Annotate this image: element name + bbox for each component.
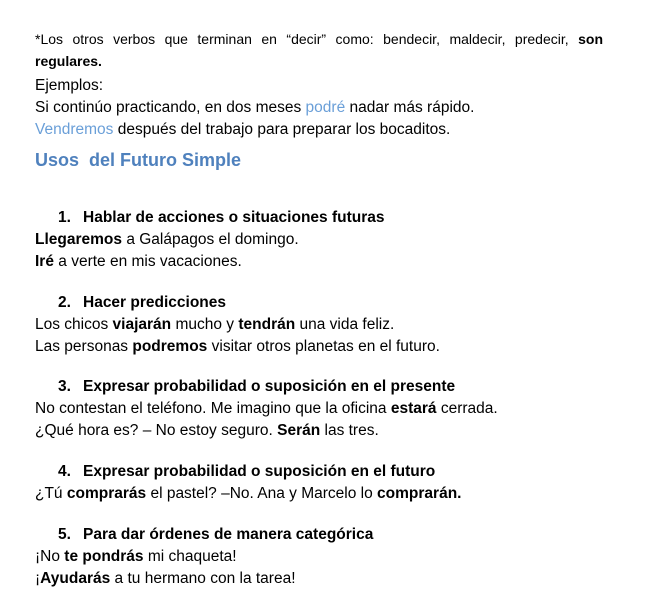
bold-verb: te pondrás: [64, 548, 144, 565]
text: a verte en mis vacaciones.: [53, 253, 242, 270]
example-line-1: [35, 97, 474, 119]
example-line-2: [35, 119, 474, 141]
text: a Galápagos el domingo.: [122, 231, 299, 248]
section-heading: Usos del Futuro Simple: [35, 150, 242, 170]
use-item-3: [35, 376, 498, 442]
bold-verb: Iré: [35, 253, 54, 270]
bold-verb: Ayudarás: [40, 570, 111, 587]
example-line: [35, 314, 440, 336]
use-item-4: [35, 461, 461, 505]
bold-verb: viajarán: [112, 316, 172, 333]
text: mucho y: [171, 316, 239, 333]
text: las tres.: [320, 422, 379, 439]
bold-verb: podremos: [132, 338, 208, 355]
example-line: [35, 546, 373, 568]
use-title-text: Para dar órdenes de manera categórica: [83, 526, 374, 543]
text: Las personas: [35, 338, 133, 355]
use-title: [35, 461, 461, 483]
text: una vida feliz.: [295, 316, 395, 333]
list-number: 2.: [58, 294, 71, 311]
use-title: [35, 207, 385, 229]
example-line: [35, 251, 385, 273]
note-bold-text: son regulares.: [35, 31, 603, 69]
text: ¡No: [35, 548, 65, 565]
bold-verb: comprarás: [66, 485, 147, 502]
text: No contestan el teléfono. Me imagino que la oficina: [35, 400, 391, 417]
use-title: [35, 292, 440, 314]
text: cerrada.: [436, 400, 498, 417]
example-line: [35, 398, 498, 420]
bold-verb: estará: [390, 400, 437, 417]
list-number: 5.: [58, 526, 71, 543]
highlight-word: podré: [305, 99, 346, 116]
examples-block: [35, 75, 474, 141]
text: Los chicos: [35, 316, 113, 333]
text: visitar otros planetas en el futuro.: [207, 338, 440, 355]
example-line: [35, 483, 461, 505]
use-title-text: Expresar probabilidad o suposición en el futuro: [83, 463, 436, 480]
use-title: [35, 524, 373, 546]
example-line: [35, 568, 373, 590]
use-item-2: [35, 292, 440, 358]
examples-label: Ejemplos:: [35, 77, 104, 94]
bold-verb: comprarán.: [377, 485, 462, 502]
bold-verb: Llegaremos: [35, 231, 123, 248]
text: ¿Tú: [35, 485, 67, 502]
use-title-text: Expresar probabilidad o suposición en el presente: [83, 378, 456, 395]
example-line: [35, 336, 440, 358]
text: el pastel? –No. Ana y Marcelo lo: [146, 485, 378, 502]
text: nadar más rápido.: [345, 99, 475, 116]
example-line: [35, 420, 498, 442]
list-number: 1.: [58, 209, 71, 226]
use-title: [35, 376, 498, 398]
bold-verb: Serán: [277, 422, 321, 439]
use-title-text: Hablar de acciones o situaciones futuras: [83, 209, 385, 226]
example-line: [35, 229, 385, 251]
highlight-word: Vendremos: [35, 121, 114, 138]
note-text: *Los otros verbos que terminan en “decir” como: bendecir, maldecir, predecir,: [35, 31, 579, 47]
bold-verb: tendrán: [238, 316, 296, 333]
text: después del trabajo para preparar los bocaditos.: [113, 121, 451, 138]
text: a tu hermano con la tarea!: [110, 570, 296, 587]
use-title-text: Hacer predicciones: [83, 294, 227, 311]
text: ¡: [35, 570, 41, 587]
list-number: 3.: [58, 378, 71, 395]
text: Si continúo practicando, en dos meses: [35, 99, 306, 116]
use-item-1: [35, 207, 385, 273]
note-paragraph: [35, 28, 603, 72]
use-item-5: [35, 524, 373, 590]
text: mi chaqueta!: [143, 548, 237, 565]
text: ¿Qué hora es? – No estoy seguro.: [35, 422, 278, 439]
list-number: 4.: [58, 463, 71, 480]
